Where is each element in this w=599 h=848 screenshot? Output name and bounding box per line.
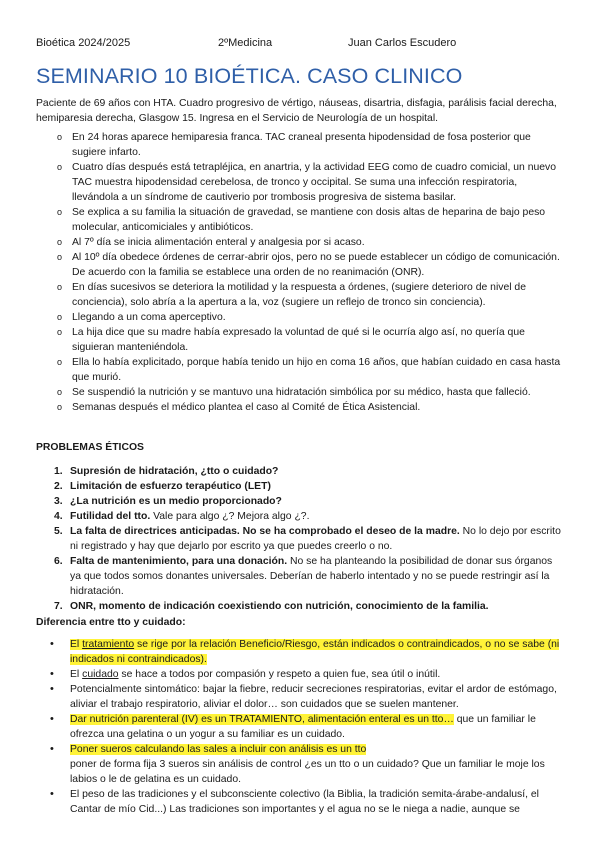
circle-bullet-icon: o xyxy=(57,132,63,142)
bullet-dot-icon: • xyxy=(50,713,54,725)
circle-bullet-icon: o xyxy=(57,237,63,247)
circle-bullet-icon: o xyxy=(57,402,63,412)
list-item: 4. Futilidad del tto. Vale para algo ¿? Mejora algo ¿?. xyxy=(54,511,310,522)
list-item: o Cuatro días después está tetrapléjica, en anartria, y la actividad EEG como de cuadro comicial, un nuevo TAC muestra hipodensidad cerebelosa, de tronco y occipital. Se suma una infección respiratoria, llevándola a un síndrome de cautiverio por trombosis progresiva de sistema basilar. xyxy=(57,162,557,203)
list-item: o Al 7º día se inicia alimentación enteral y analgesia por si acaso. xyxy=(57,237,365,248)
circle-bullet-icon: o xyxy=(57,312,63,322)
list-item: 7. ONR, momento de indicación coexistiendo con nutrición, conocimiento de la familia. xyxy=(54,601,489,612)
ethical-problems-list xyxy=(36,464,566,614)
difference-list xyxy=(36,637,566,817)
problems-heading: PROBLEMAS ÉTICOS xyxy=(36,442,144,453)
bullet-dot-icon: • xyxy=(50,788,54,800)
circle-bullet-icon: o xyxy=(57,357,63,367)
list-item: o En días sucesivos se deteriora la motilidad y la respuesta a órdenes, (sugiere deterioro de nivel de conciencia), solo abría a la apertura a la, voz (sugiere un reflejo de tronco sin conciencia). xyxy=(57,282,526,308)
document-title: SEMINARIO 10 BIOÉTICA. CASO CLINICO xyxy=(36,64,463,88)
author-label: Juan Carlos Escudero xyxy=(348,37,457,49)
list-item: 1. Supresión de hidratación, ¿tto o cuidado? xyxy=(54,466,279,477)
list-item: • Poner sueros calculando las sales a incluir con análisis es un tto poner de forma fija 3 sueros sin análisis de control ¿es un tto o un cuidado? Que un familiar le moje los labios o le de gelatina es un cuidado. xyxy=(50,743,545,785)
highlighted-text: Poner sueros calculando las sales a incluir con análisis es un tto xyxy=(70,744,367,755)
case-events-list xyxy=(38,130,566,415)
highlighted-text: Dar nutrición parenteral (IV) es un TRATAMIENTO, alimentación enteral es un tto… xyxy=(70,714,454,725)
bullet-dot-icon: • xyxy=(50,638,54,650)
bullet-dot-icon: • xyxy=(50,668,54,680)
course-label: Bioética 2024/2025 xyxy=(36,37,131,49)
intro-paragraph: Paciente de 69 años con HTA. Cuadro progresivo de vértigo, náuseas, disartria, disfagia, parálisis facial derecha, hemiparesia derecha, Glasgow 15. Ingresa en el Servicio de Neurología de un hospital. xyxy=(36,98,557,124)
circle-bullet-icon: o xyxy=(57,327,63,337)
list-item: o Al 10º día obedece órdenes de cerrar-abrir ojos, pero no se puede establecer un código de comunicación. De acuerdo con la familia se establece una orden de no reanimación (ONR). xyxy=(57,252,560,278)
list-item: 5. La falta de directrices anticipadas. No se ha comprobado el deseo de la madre. No lo dejo por escrito ni registrado y hay que dejarlo por escrito ya que puedes creerlo o no. xyxy=(54,526,561,552)
list-item: o La hija dice que su madre había expresado la voluntad de qué si le ocurría algo así, no quería que siguieran manteniéndola. xyxy=(57,327,525,353)
list-item: o En 24 horas aparece hemiparesia franca. TAC craneal presenta hipodensidad de fosa posterior que sugiere infarto. xyxy=(57,132,531,158)
list-item: 6. Falta de mantenimiento, para una donación. No se ha planteando la posibilidad de donar sus órganos ya que todos somos donantes universales. Deberían de haberlo intentado y no se puede restringir así la hidratación. xyxy=(54,556,553,597)
list-item: o Se suspendió la nutrición y se mantuvo una hidratación simbólica por su médico, hasta que falleció. xyxy=(57,387,531,398)
page-header xyxy=(36,37,579,51)
list-item: o Se explica a su familia la situación de gravedad, se mantiene con dosis altas de heparina de bajo peso molecular, anticomiciales y antibióticos. xyxy=(57,207,546,233)
circle-bullet-icon: o xyxy=(57,162,63,172)
difference-heading: Diferencia entre tto y cuidado: xyxy=(36,617,186,628)
circle-bullet-icon: o xyxy=(57,207,63,217)
list-item: o Semanas después el médico plantea el caso al Comité de Ética Asistencial. xyxy=(57,402,421,413)
list-item: • Dar nutrición parenteral (IV) es un TRATAMIENTO, alimentación enteral es un tto… que un familiar le ofrezca una gelatina o un yogur a su familiar es un cuidado. xyxy=(50,713,536,740)
degree-label: 2ºMedicina xyxy=(218,37,273,49)
list-item: 2. Limitación de esfuerzo terapéutico (LET) xyxy=(54,481,271,492)
bullet-dot-icon: • xyxy=(50,743,54,755)
bullet-dot-icon: • xyxy=(50,683,54,695)
list-item: o Ella lo había explicitado, porque había tenido un hijo en coma 16 años, que habían cuidado en casa hasta que murió. xyxy=(57,357,561,383)
list-item: o Llegando a un coma aperceptivo. xyxy=(57,312,226,323)
list-item: • Potencialmente sintomático: bajar la fiebre, reducir secreciones respiratorias, evitar el ardor de estómago, aliviar el trabajo respiratorio, aliviar el dolor… son cuidados que se suelen mantener. xyxy=(50,683,557,710)
circle-bullet-icon: o xyxy=(57,282,63,292)
list-item: • El peso de las tradiciones y el subconsciente colectivo (la Biblia, la tradición semita-árabe-andalusí, el Cantar de mío Cid...) Las tradiciones son importantes y el agua no se le niega a nadie, aunque se xyxy=(50,788,539,815)
list-item: • El cuidado se hace a todos por compasión y respeto a quien fue, sea útil o inútil. xyxy=(50,668,441,680)
list-item xyxy=(36,637,566,667)
list-item: 3. ¿La nutrición es un medio proporcionado? xyxy=(54,496,282,507)
circle-bullet-icon: o xyxy=(57,252,63,262)
circle-bullet-icon: o xyxy=(57,387,63,397)
highlighted-text: El tratamiento se rige por la relación Beneficio/Riesgo, están indicados o contraindicados, o no se sabe (ni indicados ni contraindicados). xyxy=(70,639,560,665)
